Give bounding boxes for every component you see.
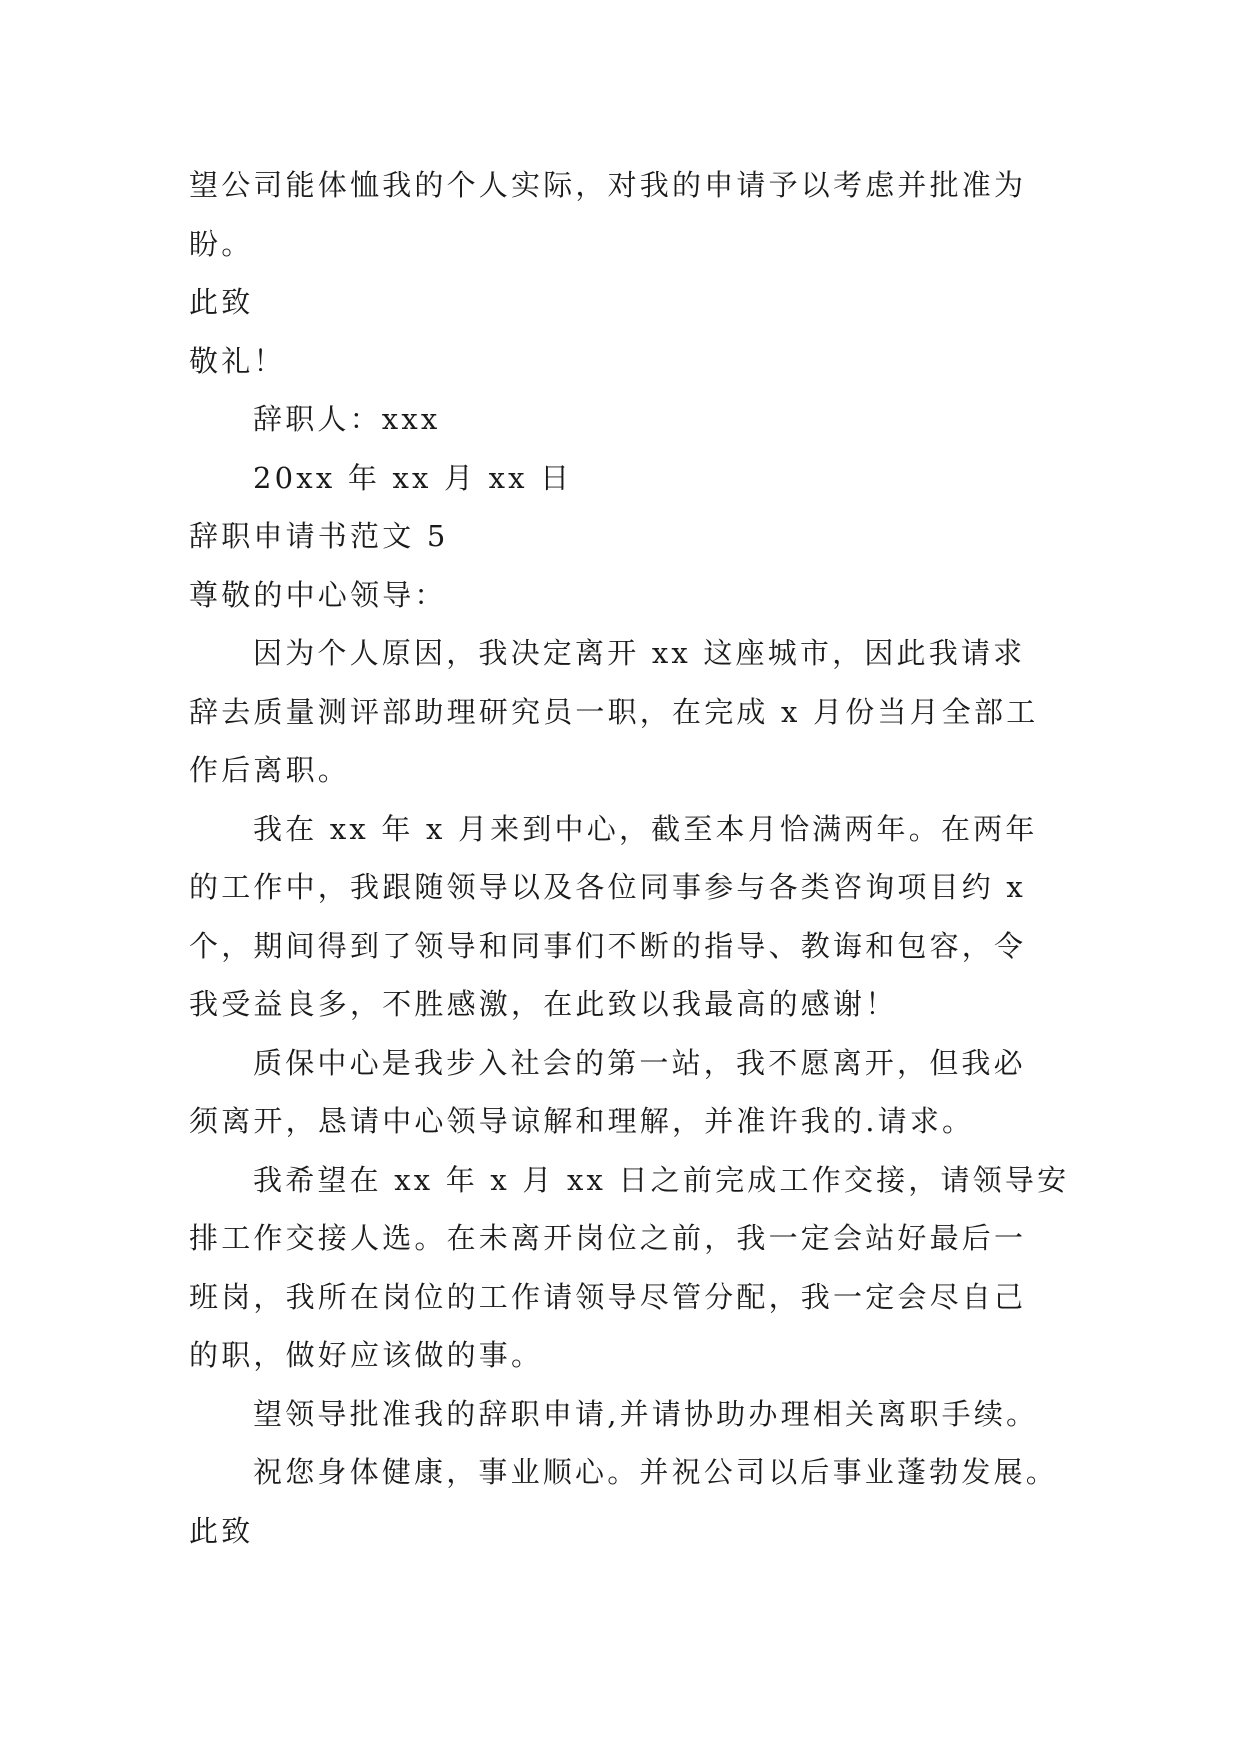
text-line: 盼。 xyxy=(189,226,254,261)
section-title: 辞职申请书范文 5 xyxy=(189,519,449,553)
paragraph-line: 的职，做好应该做的事。 xyxy=(189,1338,544,1372)
paragraph-line: 个，期间得到了领导和同事们不断的指导、教诲和包容，令 xyxy=(189,928,1027,963)
paragraph-line: 质保中心是我步入社会的第一站，我不愿离开，但我必 xyxy=(253,1045,1026,1080)
paragraph-line: 须离开，恳请中心领导谅解和理解，并准许我的.请求。 xyxy=(189,1104,975,1138)
paragraph-line: 祝您身体健康，事业顺心。并祝公司以后事业蓬勃发展。 xyxy=(253,1455,1059,1489)
paragraph-line: 作后离职。 xyxy=(189,753,351,787)
document-body xyxy=(189,156,1070,1560)
paragraph-line: 辞去质量测评部助理研究员一职，在完成 x 月份当月全部工 xyxy=(189,694,1039,729)
paragraph-line: 因为个人原因，我决定离开 xx 这座城市，因此我请求 xyxy=(253,636,1026,670)
paragraph-line: 排工作交接人选。在未离开岗位之前，我一定会站好最后一 xyxy=(189,1221,1027,1255)
paragraph-line: 望领导批准我的辞职申请,并请协助办理相关离职手续。 xyxy=(253,1396,1039,1431)
closing-regards: 敬礼！ xyxy=(189,343,286,378)
closing-salutation: 此致 xyxy=(189,1513,254,1548)
closing-salutation: 此致 xyxy=(189,285,254,319)
paragraph-line: 我受益良多，不胜感激，在此致以我最高的感谢！ xyxy=(189,987,898,1021)
text-line: 望公司能体恤我的个人实际，对我的申请予以考虑并批准为 xyxy=(189,168,1027,202)
signature-line: 辞职人：xxx xyxy=(253,402,441,436)
date-line: 20xx 年 xx 月 xx 日 xyxy=(253,460,573,495)
paragraph-line: 的工作中，我跟随领导以及各位同事参与各类咨询项目约 x xyxy=(189,870,1026,904)
paragraph-line: 班岗，我所在岗位的工作请领导尽管分配，我一定会尽自己 xyxy=(189,1279,1027,1314)
greeting: 尊敬的中心领导： xyxy=(189,577,447,612)
paragraph-line: 我希望在 xx 年 x 月 xx 日之前完成工作交接，请领导安 xyxy=(253,1162,1070,1197)
paragraph-line: 我在 xx 年 x 月来到中心，截至本月恰满两年。在两年 xyxy=(253,811,1038,846)
